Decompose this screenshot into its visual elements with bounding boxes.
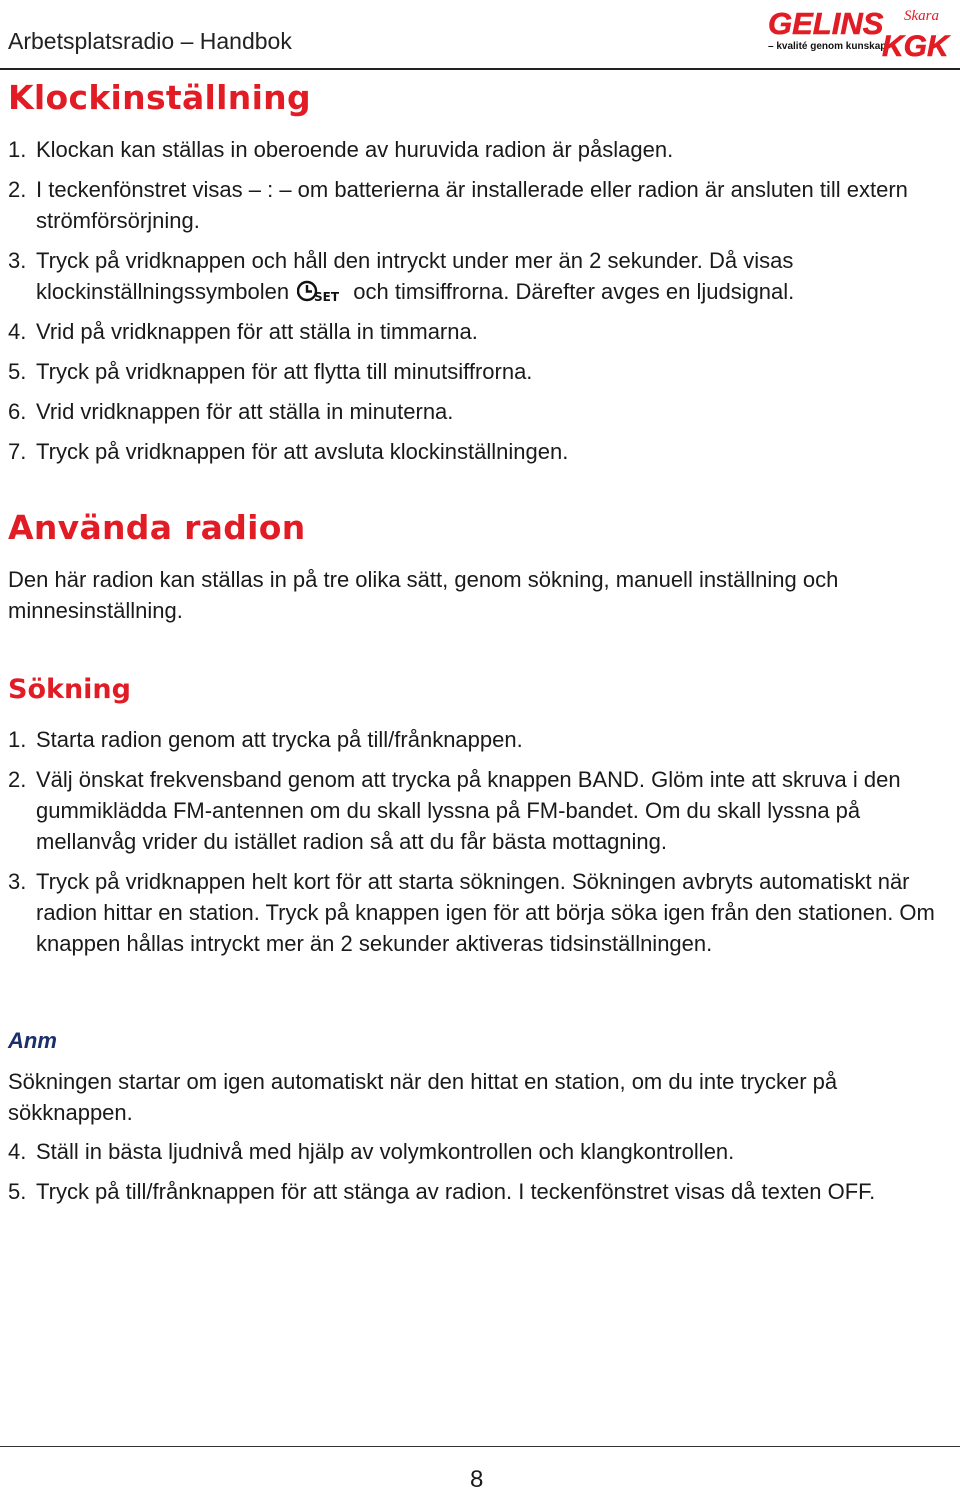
logo-brand2: KGK [882, 30, 949, 60]
clock-set-icon [297, 280, 349, 302]
list-item: 5. Tryck på till/frånknappen för att stänga av radion. I teckenfönstret visas då texten OFF. [8, 1179, 876, 1204]
list-item: 4. Vrid på vridknappen för att ställa in timmarna. [8, 319, 478, 344]
list-item: 3. Tryck på vridknappen och håll den intryckt under mer än 2 sekunder. Då visas klockinställningssymbolen SET och timsiffrorna. Därefter avges en ljudsignal. [8, 248, 795, 304]
logo-tagline: – kvalité genom kunskap – [768, 41, 895, 52]
list-item: 4. Ställ in bästa ljudnivå med hjälp av volymkontrollen och klangkontrollen. [8, 1139, 735, 1164]
document-title: Arbetsplatsradio – Handbok [8, 28, 292, 54]
page-number: 8 [470, 1466, 484, 1493]
list-item: 1. Starta radion genom att trycka på till/frånknappen. [8, 727, 523, 752]
section-title-anvanda-radion: Använda radion [8, 508, 306, 547]
list-item: 3. Tryck på vridknappen helt kort för att starta sökningen. Sökningen avbryts automatiskt när radion hittar en station. Tryck på knappen igen för att börja söka igen från den stationen. Om knappen hållas intryckt mer än 2 sekunder aktiveras tidsinställningen. [8, 869, 935, 956]
logo-brand: GELINS [768, 6, 884, 41]
clock-steps-list [0, 134, 950, 467]
list-item: 2. I teckenfönstret visas – : – om batterierna är installerade eller radion är ansluten till extern strömförsörjning. [8, 177, 908, 233]
svg-text:SET: SET [314, 290, 340, 302]
header-rule [0, 68, 960, 70]
note-label: Anm [8, 1028, 57, 1053]
gelins-kgk-logo [764, 4, 954, 60]
list-item: 6. Vrid vridknappen för att ställa in minuterna. [8, 399, 454, 424]
list-item: 5. Tryck på vridknappen för att flytta till minutsiffrorna. [8, 359, 533, 384]
list-item: 2. Välj önskat frekvensband genom att trycka på knappen BAND. Glöm inte att skruva i den gummiklädda FM-antennen om du skall lyssna på FM-bandet. Om du skall lyssna på mellanvåg vrider du istället radion så att du får bästa mottagning. [8, 767, 901, 854]
intro-paragraph: Den här radion kan ställas in på tre olika sätt, genom sökning, manuell inställning och minnesinställning. [8, 567, 839, 623]
search-steps-list [0, 724, 950, 959]
section-title-klockinstallning: Klockinställning [8, 78, 311, 117]
list-item: 7. Tryck på vridknappen för att avsluta klockinställningen. [8, 439, 569, 464]
section-title-sokning: Sökning [8, 674, 131, 705]
footer-rule [0, 1446, 960, 1447]
search-steps-list-continued [0, 1136, 950, 1207]
list-item: 1. Klockan kan ställas in oberoende av huruvida radion är påslagen. [8, 137, 674, 162]
note-paragraph: Sökningen startar om igen automatiskt när den hittat en station, om du inte trycker på sökknappen. [8, 1069, 838, 1125]
logo-script: Skara [904, 8, 939, 24]
page-header [0, 0, 960, 72]
